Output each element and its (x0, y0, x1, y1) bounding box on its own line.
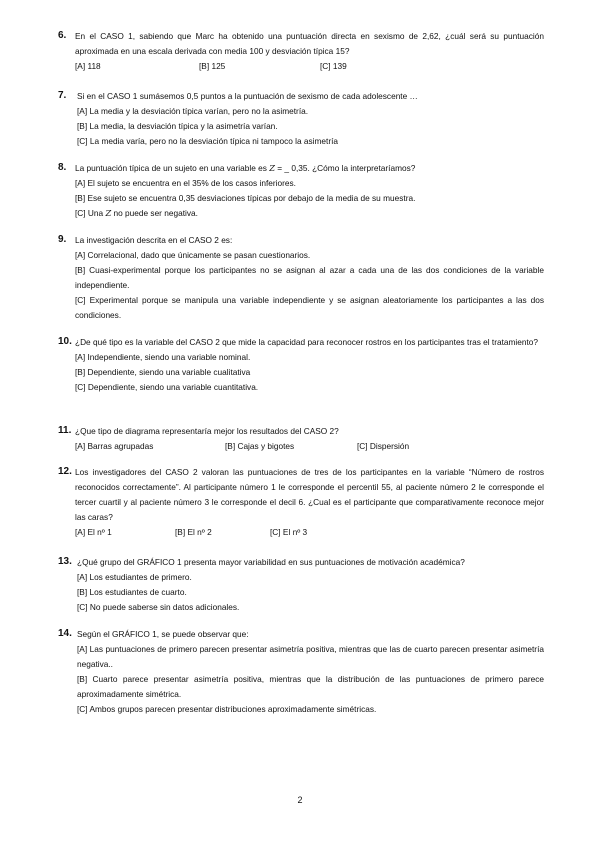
question-stem: En el CASO 1, sabiendo que Marc ha obtenido una puntuación directa en sexismo de 2,62, ¿cuál será su puntuación aproximada en una escala derivada con media 100 y desviación típica 15? (75, 31, 544, 56)
option-c[interactable]: [C] La media varía, pero no la desviación típica ni tampoco la asimetría (77, 136, 339, 146)
option-a[interactable]: [A] El sujeto se encuentra en el 35% de los casos inferiores. (75, 178, 296, 188)
question-number: 7. (58, 90, 67, 101)
question-8 (58, 161, 544, 221)
stem-text: La puntuación típica de un sujeto en una variable es (75, 163, 270, 173)
option-c[interactable]: [C] Dispersión (357, 441, 410, 451)
option-a[interactable]: [A] El nº 1 (75, 527, 112, 537)
option-a[interactable]: [A] Correlacional, dado que únicamente se pasan cuestionarios. (75, 250, 311, 260)
option-c[interactable]: [C] No puede saberse sin datos adicionales. (77, 602, 240, 612)
question-12 (58, 465, 544, 540)
option-b[interactable]: [B] Cuasi-experimental porque los participantes no se asignan al azar a cada una de las dos condiciones de la variable independiente. (75, 265, 544, 290)
option-a[interactable]: [A] Barras agrupadas (75, 441, 154, 451)
question-number: 14. (58, 628, 72, 639)
option-b[interactable]: [B] El nº 2 (175, 527, 212, 537)
question-number: 6. (58, 30, 67, 41)
option-c[interactable]: [C] 139 (320, 61, 347, 71)
option-text: [C] Una (75, 208, 106, 218)
question-9 (58, 233, 544, 323)
option-a[interactable]: [A] Las puntuaciones de primero parecen presentar asimetría positiva, mientras que las de cuarto parecen presentar asimetría negativa.. (77, 644, 544, 669)
question-10 (58, 335, 544, 395)
question-stem (75, 161, 544, 176)
option-a[interactable]: [A] Los estudiantes de primero. (77, 572, 192, 582)
page-number: 2 (297, 795, 303, 805)
question-number: 13. (58, 556, 72, 567)
question-stem: La investigación descrita en el CASO 2 es: (75, 235, 233, 245)
z-symbol: Z (105, 208, 112, 218)
option-c[interactable]: [C] Ambos grupos parecen presentar distribuciones aproximadamente simétricas. (77, 704, 377, 714)
question-number: 9. (58, 234, 67, 245)
question-stem: ¿Que tipo de diagrama representaría mejor los resultados del CASO 2? (75, 426, 339, 436)
option-b[interactable]: [B] La media, la desviación típica y la asimetría varían. (77, 121, 278, 131)
question-7 (58, 89, 544, 149)
question-11 (58, 424, 544, 454)
question-stem: ¿Qué grupo del GRÁFICO 1 presenta mayor variabilidad en sus puntuaciones de motivación académica? (77, 557, 465, 567)
stem-text: = _ 0,35. ¿Cómo la interpretaríamos? (274, 163, 416, 173)
question-6 (58, 29, 544, 74)
question-stem: ¿De qué tipo es la variable del CASO 2 que mide la capacidad para reconocer rostros en los participantes tras el tratamiento? (75, 337, 539, 347)
question-number: 12. (58, 466, 72, 477)
option-a[interactable]: [A] La media y la desviación típica varían, pero no la asimetría. (77, 106, 309, 116)
question-number: 10. (58, 336, 72, 347)
options-row (75, 439, 544, 454)
question-14 (58, 627, 544, 717)
option-b[interactable]: [B] 125 (199, 61, 226, 71)
option-c[interactable]: [C] Dependiente, siendo una variable cuantitativa. (75, 382, 259, 392)
question-13 (58, 555, 544, 615)
question-stem: Los investigadores del CASO 2 valoran las puntuaciones de tres de los participantes en la variable “Número de rostros reconocidos correctamente”. Al participante número 1 le corresponde el percentil 55, al paciente número 2 le corresponde el tercer cuartil y al paciente número 3 le corresponde el decil 6. ¿Cual es el participante que comparativamente reconoce mejor las caras? (75, 467, 544, 522)
option-b[interactable]: [B] Cuarto parece presentar asimetría positiva, mientras que la distribución de las puntuaciones de primero parece aproximadamente simétrica. (77, 674, 544, 699)
option-c[interactable]: [C] El nº 3 (270, 527, 308, 537)
option-b[interactable]: [B] Cajas y bigotes (225, 441, 295, 451)
option-a[interactable]: [A] 118 (75, 61, 101, 71)
option-c[interactable] (75, 206, 544, 221)
option-b[interactable]: [B] Ese sujeto se encuentra 0,35 desviaciones típicas por debajo de la media de su muestra. (75, 193, 416, 203)
question-stem: Si en el CASO 1 sumásemos 0,5 puntos a la puntuación de sexismo de cada adolescente … (77, 91, 418, 101)
option-text: no puede ser negativa. (111, 208, 198, 218)
option-a[interactable]: [A] Independiente, siendo una variable nominal. (75, 352, 251, 362)
option-c[interactable]: [C] Experimental porque se manipula una variable independiente y se asignan aleatoriamente los participantes a las dos condiciones. (75, 295, 544, 320)
options-row (75, 59, 544, 74)
option-b[interactable]: [B] Los estudiantes de cuarto. (77, 587, 187, 597)
question-number: 11. (58, 425, 72, 436)
question-stem: Según el GRÁFICO 1, se puede observar que: (77, 629, 249, 639)
z-symbol: Z (269, 163, 275, 173)
options-row (75, 525, 544, 540)
question-number: 8. (58, 162, 67, 173)
option-b[interactable]: [B] Dependiente, siendo una variable cualitativa (75, 367, 251, 377)
